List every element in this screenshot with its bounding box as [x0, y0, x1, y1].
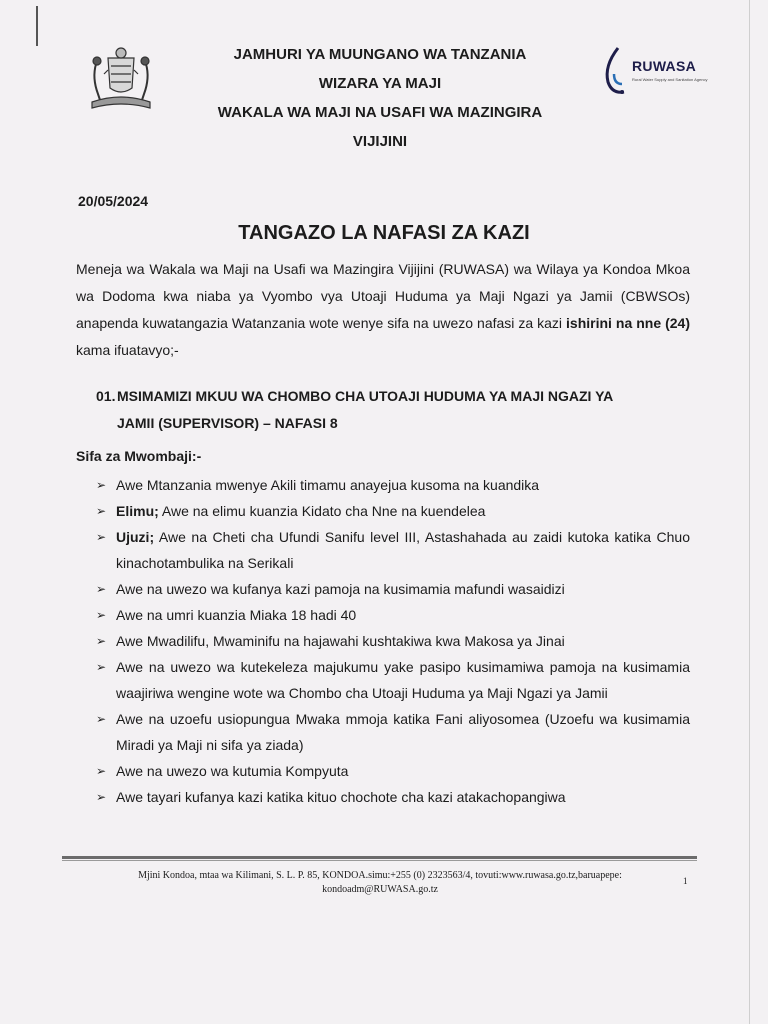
arrow-bullet-icon: ➢ — [96, 582, 107, 596]
qualification-text: Awe na Cheti cha Ufundi Sanifu level III, Astashahada au zaidi kutoka katika Chuo kinachotambulika na Serikali — [116, 529, 690, 571]
qualification-bold-label: Elimu; — [116, 503, 159, 519]
qualification-text: Awe na umri kuanzia Miaka 18 hadi 40 — [116, 607, 357, 623]
arrow-bullet-icon: ➢ — [96, 660, 107, 674]
qualification-text: Awe na uwezo wa kutekeleza majukumu yake pasipo kusimamiwa pamoja na kusimamia waajiriwa wengine wote wa Chombo cha Utoaji Huduma ya Maji Ngazi ya Jamii — [116, 659, 690, 701]
water-drop-icon — [600, 44, 630, 100]
document-title: TANGAZO LA NAFASI ZA KAZI — [238, 222, 530, 244]
arrow-bullet-icon: ➢ — [96, 530, 107, 544]
document-date: 20/05/2024 — [78, 193, 149, 209]
header-line-ministry: WIZARA YA MAJI — [318, 75, 442, 92]
section-heading-line2: JAMII (SUPERVISOR) – NAFASI 8 — [117, 415, 338, 431]
letterhead-title — [170, 40, 590, 156]
footer-line1: Mjini Kondoa, mtaa wa Kilimani, S. L. P. 85, KONDOA.simu:+255 (0) 2323563/4, tovuti:www.ruwasa.go.tz,baruapepe: — [138, 870, 622, 881]
page-number: 1 — [683, 876, 688, 886]
qualification-text: Awe tayari kufanya kazi katika kituo chochote cha kazi atakachopangiwa — [116, 789, 566, 805]
qualifications-label: Sifa za Mwombaji:- — [76, 448, 202, 464]
qualification-text: Awe na uzoefu usiopungua Mwaka mmoja katika Fani aliyosomea (Uzoefu wa kusimamia Miradi ya Maji ni sifa ya ziada) — [116, 711, 690, 753]
intro-paragraph — [76, 256, 690, 364]
footer-divider — [62, 856, 697, 859]
intro-bold-count: ishirini na nne (24) — [566, 315, 690, 331]
arrow-bullet-icon: ➢ — [96, 608, 107, 622]
footer-line2: kondoadm@RUWASA.go.tz — [322, 884, 438, 895]
arrow-bullet-icon: ➢ — [96, 764, 107, 778]
qualification-item — [96, 472, 690, 498]
qualification-text: Awe Mwadilifu, Mwaminifu na hajawahi kushtakiwa kwa Makosa ya Jinai — [116, 633, 565, 649]
qualification-item — [96, 524, 690, 576]
qualification-bold-label: Ujuzi; — [116, 529, 155, 545]
header-line-agency: WAKALA WA MAJI NA USAFI WA MAZINGIRA — [217, 104, 543, 121]
qualification-item — [96, 628, 690, 654]
header-line-republic: JAMHURI YA MUUNGANO WA TANZANIA — [233, 46, 527, 63]
qualification-item — [96, 498, 690, 524]
section-heading — [96, 383, 690, 437]
coat-of-arms-icon — [86, 44, 156, 112]
qualification-item — [96, 706, 690, 758]
ruwasa-logo — [600, 44, 710, 102]
ruwasa-logo-text: RUWASA — [632, 58, 697, 74]
qualifications-list — [96, 472, 690, 810]
qualification-text: Awe na uwezo wa kufanya kazi pamoja na kusimamia mafundi wasaidizi — [116, 581, 565, 597]
qualification-item — [96, 654, 690, 706]
qualification-item — [96, 758, 690, 784]
qualification-item — [96, 602, 690, 628]
header-line-rural: VIJIJINI — [352, 133, 408, 150]
footer-divider-thin — [62, 860, 697, 861]
section-heading-line1: MSIMAMIZI MKUU WA CHOMBO CHA UTOAJI HUDUMA YA MAJI NGAZI YA — [117, 388, 614, 404]
intro-tail: kama ifuatavyo;- — [76, 342, 179, 358]
arrow-bullet-icon: ➢ — [96, 712, 107, 726]
ruwasa-logo-subtext: Rural Water Supply and Sanitation Agency — [632, 77, 708, 82]
qualification-item — [96, 576, 690, 602]
letterhead — [0, 0, 768, 170]
arrow-bullet-icon: ➢ — [96, 478, 107, 492]
section-number: 01. — [96, 388, 116, 404]
qualification-text: Awe na uwezo wa kutumia Kompyuta — [116, 763, 349, 779]
intro-text: Meneja wa Wakala wa Maji na Usafi wa Mazingira Vijijini (RUWASA) wa Wilaya ya Kondoa Mkoa wa Dodoma kwa niaba ya Vyombo vya Utoaji Huduma ya Maji Ngazi ya Jamii (CBWSOs) anapenda kuwatangazia Watanzania wote wenye sifa na uwezo nafasi za kazi — [76, 261, 690, 331]
qualification-text: Awe na elimu kuanzia Kidato cha Nne na kuendelea — [158, 503, 486, 519]
footer-address — [80, 869, 680, 897]
arrow-bullet-icon: ➢ — [96, 504, 107, 518]
qualification-text: Awe Mtanzania mwenye Akili timamu anayejua kusoma na kuandika — [116, 477, 540, 493]
arrow-bullet-icon: ➢ — [96, 634, 107, 648]
arrow-bullet-icon: ➢ — [96, 790, 107, 804]
qualification-item — [96, 784, 690, 810]
